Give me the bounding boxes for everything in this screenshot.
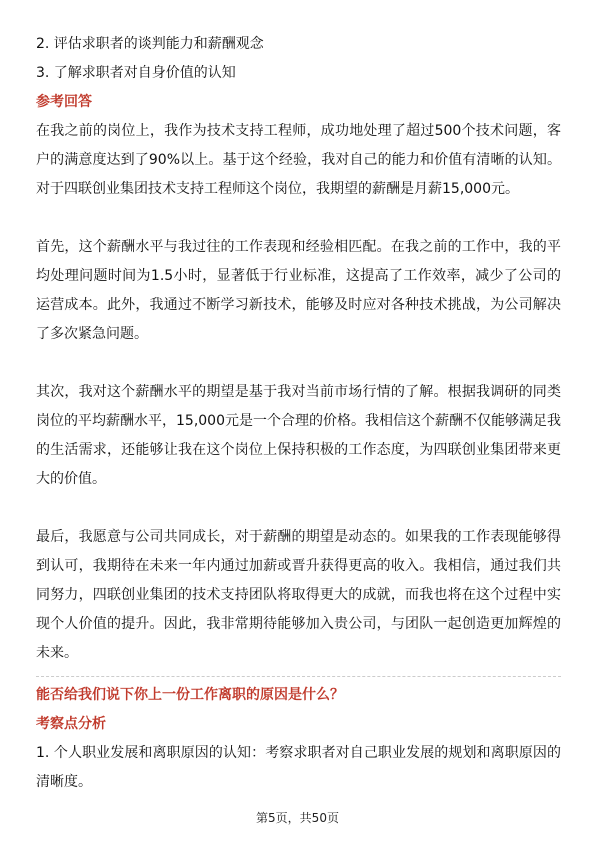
section-divider [36, 676, 561, 677]
question-heading: 能否给我们说下你上一份工作离职的原因是什么？ [36, 687, 344, 703]
analysis-heading: 考察点分析 [36, 716, 106, 732]
analysis-item: 1. 个人职业发展和离职原因的认知：考察求职者对自己职业发展的规划和离职原因的清晰度。 [36, 745, 561, 790]
answer-paragraph-2: 首先，这个薪酬水平与我过往的工作表现和经验相匹配。在我之前的工作中，我的平均处理问题时间为1.5小时，显著低于行业标准，这提高了工作效率，减少了公司的运营成本。此外，我通过不断学习新技术，能够及时应对各种技术挑战，为公司解决了多次紧急问题。 [36, 239, 561, 342]
answer-paragraph-4: 最后，我愿意与公司共同成长，对于薪酬的期望是动态的。如果我的工作表现能够得到认可，我期待在未来一年内通过加薪或晋升获得更高的收入。我相信，通过我们共同努力，四联创业集团的技术支持团队将取得更大的成就，而我也将在这个过程中实现个人价值的提升。因此，我非常期待能够加入贵公司，与团队一起创造更加辉煌的未来。 [36, 529, 561, 661]
answer-paragraph-1: 在我之前的岗位上，我作为技术支持工程师，成功地处理了超过500个技术问题，客户的满意度达到了90%以上。基于这个经验，我对自己的能力和价值有清晰的认知。对于四联创业集团技术支持工程师这个岗位，我期望的薪酬是月薪15,000元。 [36, 123, 561, 197]
page-number: 第5页，共50页 [256, 811, 339, 825]
answer-paragraph-3: 其次，我对这个薪酬水平的期望是基于我对当前市场行情的了解。根据我调研的同类岗位的平均薪酬水平，15,000元是一个合理的价格。我相信这个薪酬不仅能够满足我的生活需求，还能够让我在这个岗位上保持积极的工作态度，为四联创业集团带来更大的价值。 [36, 384, 561, 487]
answer-heading: 参考回答 [36, 94, 92, 110]
list-item: 3. 了解求职者对自身价值的认知 [36, 65, 236, 81]
list-item: 2. 评估求职者的谈判能力和薪酬观念 [36, 36, 264, 52]
page-content [36, 30, 561, 797]
